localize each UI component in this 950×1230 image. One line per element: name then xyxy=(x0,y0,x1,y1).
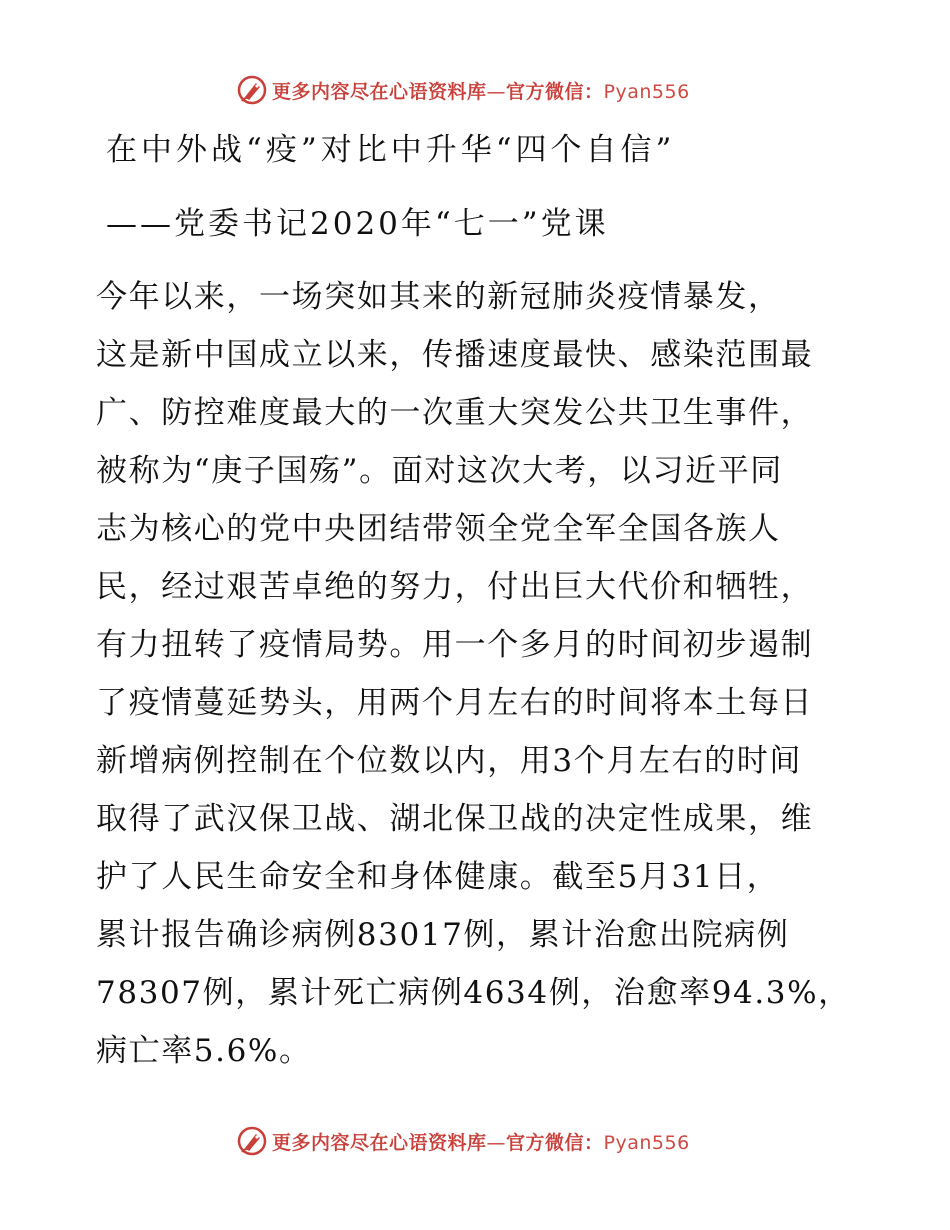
paragraph-line: 被称为“庚子国殇”。面对这次大考，以习近平同 xyxy=(96,453,783,489)
paragraph-line: 民，经过艰苦卓绝的努力，付出巨大代价和牺牲， xyxy=(96,569,814,605)
paragraph-line: 病亡率5.6%。 xyxy=(96,1033,312,1069)
paragraph-line: 这是新中国成立以来，传播速度最快、感染范围最 xyxy=(96,337,814,373)
pen-nib-seal-icon xyxy=(236,74,268,106)
footer-watermark xyxy=(236,1124,690,1158)
paragraph-line: 取得了武汉保卫战、湖北保卫战的决定性成果，维 xyxy=(96,801,814,837)
paragraph-line: 志为核心的党中央团结带领全党全军全国各族人 xyxy=(96,511,781,547)
paragraph-line: 78307例，累计死亡病例4634例，治愈率94.3%， xyxy=(96,975,851,1011)
document-subtitle: ——党委书记2020年“七一”党课 xyxy=(106,206,609,242)
watermark-text: 更多内容尽在心语资料库—官方微信：Pyan556 xyxy=(272,80,690,103)
paragraph-line: 有力扭转了疫情局势。用一个多月的时间初步遏制 xyxy=(96,627,814,663)
pen-nib-seal-icon xyxy=(236,1125,268,1157)
watermark-text: 更多内容尽在心语资料库—官方微信：Pyan556 xyxy=(272,1131,690,1154)
paragraph-line: 新增病例控制在个位数以内，用3个月左右的时间 xyxy=(96,743,802,779)
paragraph-line: 护了人民生命安全和身体健康。截至5月31日， xyxy=(96,859,780,895)
body-paragraph xyxy=(96,268,856,1080)
paragraph-line: 了疫情蔓延势头，用两个月左右的时间将本土每日 xyxy=(96,685,814,721)
paragraph-line: 累计报告确诊病例83017例，累计治愈出院病例 xyxy=(96,917,790,953)
document-title: 在中外战“疫”对比中升华“四个自信” xyxy=(106,132,676,168)
paragraph-line: 广、防控难度最大的一次重大突发公共卫生事件， xyxy=(96,395,814,431)
paragraph-line: 今年以来，一场突如其来的新冠肺炎疫情暴发， xyxy=(96,279,781,315)
header-watermark xyxy=(236,73,690,107)
